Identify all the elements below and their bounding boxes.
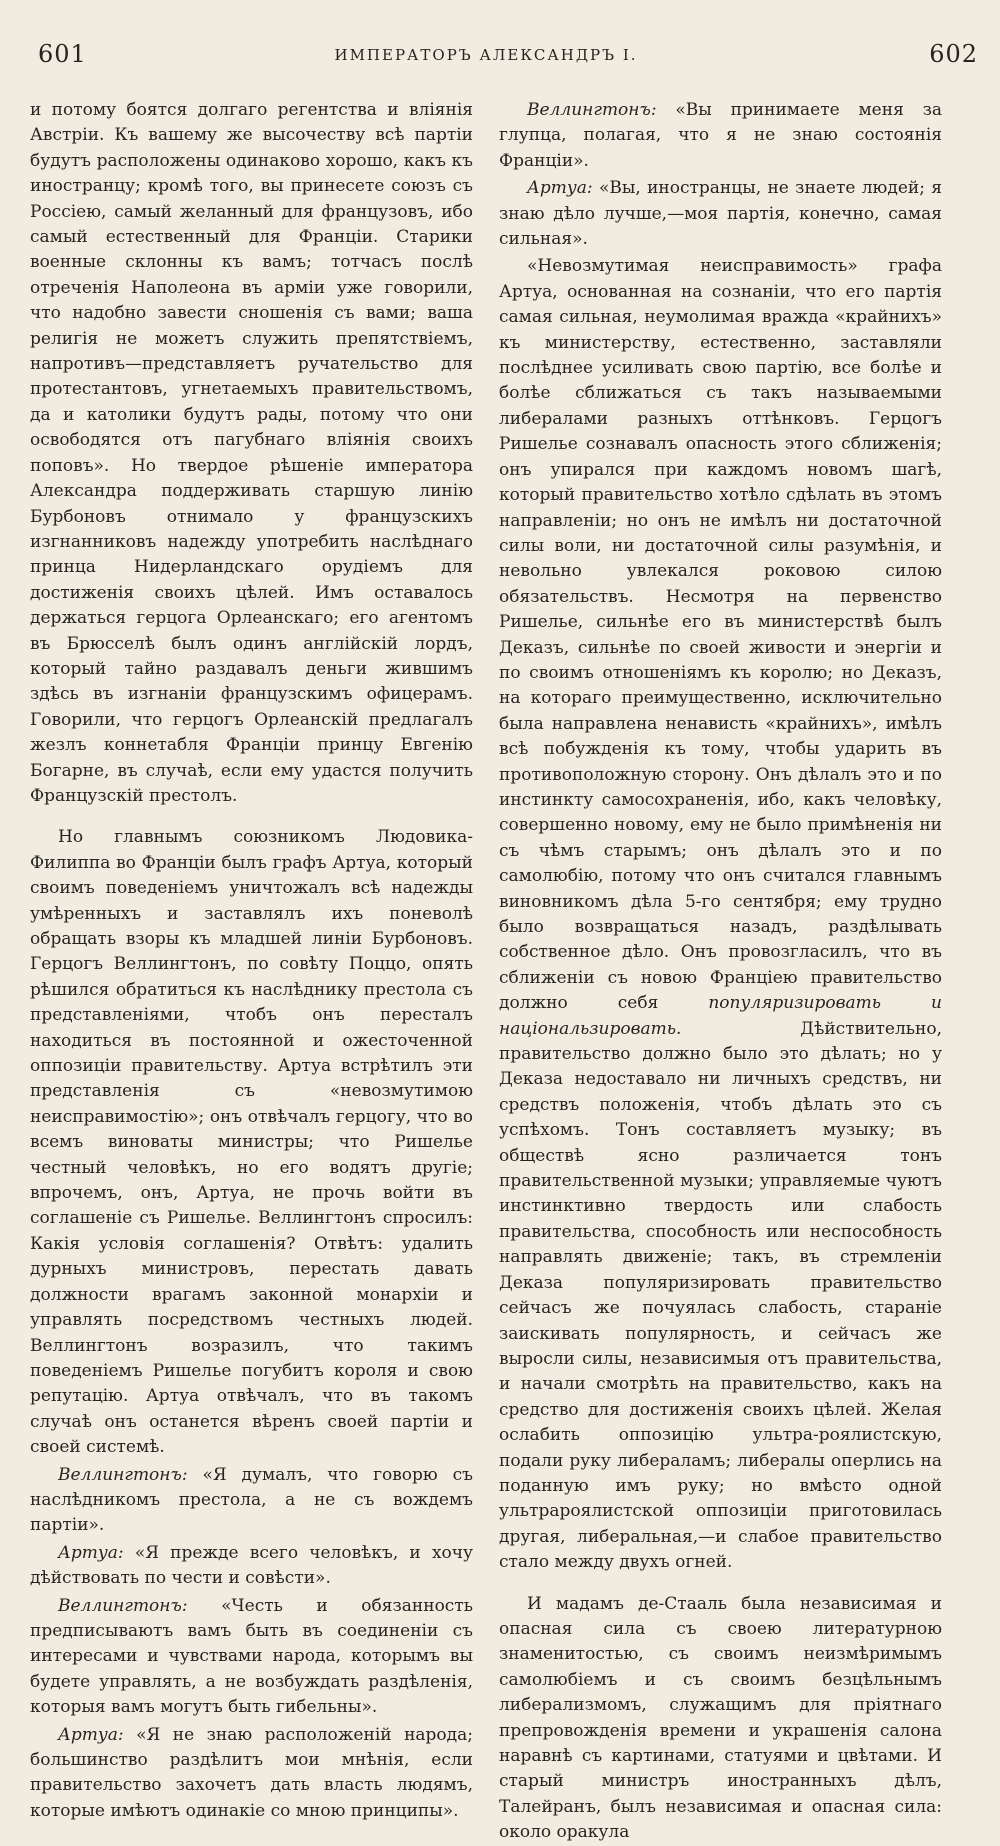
- dialogue-line: [30, 1594, 473, 1721]
- paragraph: [499, 254, 942, 1575]
- paragraph-text-continued: Дѣйствительно, правительство должно было это дѣлать; но у Деказа недоставало ни личныхъ средствъ, ни средствъ положенія, чтобъ дѣлать это съ успѣхомъ. Тонъ составляетъ музыку; въ обществѣ ясно различается тонъ правительственной музыки; управляемые чуютъ инстинктивно твердость или слабость правительства, способность или неспособность направлять движеніе; такъ, въ стремленіи Деказа популяризировать правительство сейчасъ же почуялась слабость, стараніе заискивать популярность, и сейчасъ же выросли силы, независимыя отъ правительства, и начали смотрѣть на правительство, какъ на средство для достиженія своихъ цѣлей. Желая ослабить оппозицію ультра-роялистскую, подали руку либераламъ; либералы оперлись на поданную имъ руку; но вмѣсто одной ультрароялистской оппозиціи приготовилась другая, либеральная,—и слабое правительство стало между двухъ огней.: [499, 1018, 942, 1573]
- paragraph-text: «Невозмутимая неисправимость» графа Артуа, основанная на сознаніи, что его партія самая сильная, неумолимая вражда «крайнихъ» къ министерству, естественно, заставляли послѣднее усиливать свою партію, все болѣе и болѣе сближаться съ такъ называемыми либералами разныхъ оттѣнковъ. Герцогъ Ришелье сознавалъ опасность этого сближенія; онъ упирался при каждомъ новомъ шагѣ, который правительство хотѣло сдѣлать въ этомъ направленіи; но онъ не имѣлъ ни достаточной силы воли, ни достаточной силы разумѣнія, и невольно увлекался роковою силою обязательствъ. Несмотря на первенство Ришелье, сильнѣе его въ министерствѣ былъ Деказъ, сильнѣе по своей живости и энергіи и по своимъ отношеніямъ къ королю; но Деказъ, на котораго преимущественно, исключительно была направлена ненависть «крайнихъ», имѣлъ всѣ побужденія къ тому, чтобы ударить въ противоположную сторону. Онъ дѣлалъ это и по инстинкту самосохраненія, ибо, какъ человѣку, совершенно новому, ему не было примѣненія ни съ чѣмъ старымъ; онъ дѣлалъ это и по самолюбію, потому что онъ считался главнымъ виновникомъ дѣла 5-го сентября; ему трудно было возвращаться назадъ, раздѣлывать собственное дѣло. Онъ провозгласилъ, что въ сближеніи съ новою Франціею правительство должно себя: [499, 256, 942, 1014]
- emphasis-text: популяризировать и національзировать.: [499, 993, 942, 1039]
- running-head: [30, 40, 978, 80]
- speaker-name: Артуа:: [58, 1542, 124, 1563]
- speaker-name: Артуа:: [527, 178, 593, 199]
- paragraph: Но главнымъ союзникомъ Людовика-Филиппа во Франціи былъ графъ Артуа, который своимъ поведеніемъ уничтожалъ всѣ надежды умѣренныхъ и заставлялъ ихъ поневолѣ обращать взоры къ младшей линіи Бурбоновъ. Герцогъ Веллингтонъ, по совѣту Поццо, опять рѣшился обратиться къ наслѣднику престола съ представленіями, чтобъ онъ пересталъ находиться въ постоянной и ожесточенной оппозиціи правительству. Артуа встрѣтилъ эти представленія съ «невозмутимою неисправимостію»; онъ отвѣчалъ герцогу, что во всемъ виноваты министры; что Ришелье честный человѣкъ, но его водятъ другіе; впрочемъ, онъ, Артуа, не прочь войти въ соглашеніе съ Ришелье. Веллингтонъ спросилъ: Какія условія соглашенія? Отвѣтъ: удалить дурныхъ министровъ, перестать давать должности врагамъ законной монархіи и управлять посредствомъ честныхъ людей. Веллингтонъ возразилъ, что такимъ поведеніемъ Ришелье погубитъ короля и свою репутацію. Артуа отвѣчалъ, что въ такомъ случаѣ онъ останется вѣренъ своей партіи и своей системѣ.: [30, 827, 473, 1458]
- page-number-right: 602: [929, 40, 978, 68]
- dialogue-text: «Вы принимаете меня за глупца, полагая, что я не знаю состоянія Франціи».: [499, 100, 942, 171]
- speaker-name: Веллингтонъ:: [58, 1595, 188, 1616]
- dialogue-line: [30, 1541, 473, 1592]
- right-column: [499, 98, 942, 1846]
- dialogue-text: «Я прежде всего человѣкъ, и хочу дѣйствовать по чести и совѣсти».: [30, 1542, 474, 1589]
- dialogue-text: «Я не знаю расположеній народа; большинство раздѣлитъ мои мнѣнія, если правительство захочетъ дать власть людямъ, которые имѣютъ одинакіе со мною принципы».: [30, 1724, 473, 1821]
- paragraph-continued: и потому боятся долгаго регентства и вліянія Австріи. Къ вашему же высочеству всѣ партіи будутъ расположены одинаково хорошо, какъ къ иностранцу; кромѣ того, вы принесете союзъ съ Россіею, самый желанный для французовъ, ибо самый естественный для Франціи. Старики военные склонны къ вамъ; тотчасъ послѣ отреченія Наполеона въ арміи уже говорили, что надобно завести сношенія съ вами; ваша религія не можетъ служить препятствіемъ, напротивъ—представляетъ ручательство для протестантовъ, угнетаемыхъ правительствомъ, да и католики будутъ рады, потому что они освободятся отъ пагубнаго вліянія своихъ поповъ». Но твердое рѣшеніе императора Александра поддерживать старшую линію Бурбоновъ отнимало у французскихъ изгнанниковъ надежду употребить наслѣднаго принца Нидерландскаго орудіемъ для достиженія своихъ цѣлей. Имъ оставалось держаться герцога Орлеанскаго; его агентомъ въ Брюсселѣ былъ одинъ англійскій лордъ, который тайно раздавалъ деньги жившимъ здѣсь въ изгнаніи французскимъ офицерамъ. Говорили, что герцогъ Орлеанскій предлагалъ жезлъ коннетабля Франціи принцу Евгенію Богарне, въ случаѣ, если ему удастся получить Французскій престолъ.: [30, 100, 473, 806]
- dialogue-line: [30, 1463, 473, 1539]
- dialogue-line: [499, 98, 942, 174]
- left-column: [30, 98, 473, 1846]
- running-title: ИМПЕРАТОРЪ АЛЕКСАНДРЪ I.: [334, 46, 638, 64]
- dialogue-line: [30, 1723, 473, 1825]
- speaker-name: Веллингтонъ:: [527, 100, 657, 120]
- dialogue-text: «Честь и обязанность предписываютъ вамъ быть въ соединеніи съ интересами и чувствами народа, которымъ вы будете управлять, а не возбуждать раздѣленія, которыя вамъ могутъ быть гибельны».: [30, 1595, 473, 1718]
- dialogue-text: «Я думалъ, что говорю съ наслѣдникомъ престола, а не съ вождемъ партіи».: [30, 1464, 473, 1536]
- dialogue-text: «Вы, иностранцы, не знаете людей; я знаю дѣло лучше,—моя партія, конечно, самая сильная».: [499, 178, 942, 250]
- text-columns: [30, 98, 942, 1846]
- dialogue-line: [499, 176, 942, 252]
- page-number-left: 601: [38, 40, 87, 68]
- speaker-name: Веллингтонъ:: [58, 1464, 188, 1485]
- speaker-name: Артуа:: [58, 1724, 124, 1745]
- paragraph: И мадамъ де-Стааль была независимая и опасная сила съ своею литературною знаменитостью, съ своимъ неизмѣримымъ самолюбіемъ и съ своимъ безцѣльнымъ либерализмомъ, служащимъ для пріятнаго препровожденія времени и украшенія салона наравнѣ съ картинами, статуями и цвѣтами. И старый министръ иностранныхъ дѣлъ, Талейранъ, былъ независимая и опасная сила: около оракула: [499, 1593, 942, 1843]
